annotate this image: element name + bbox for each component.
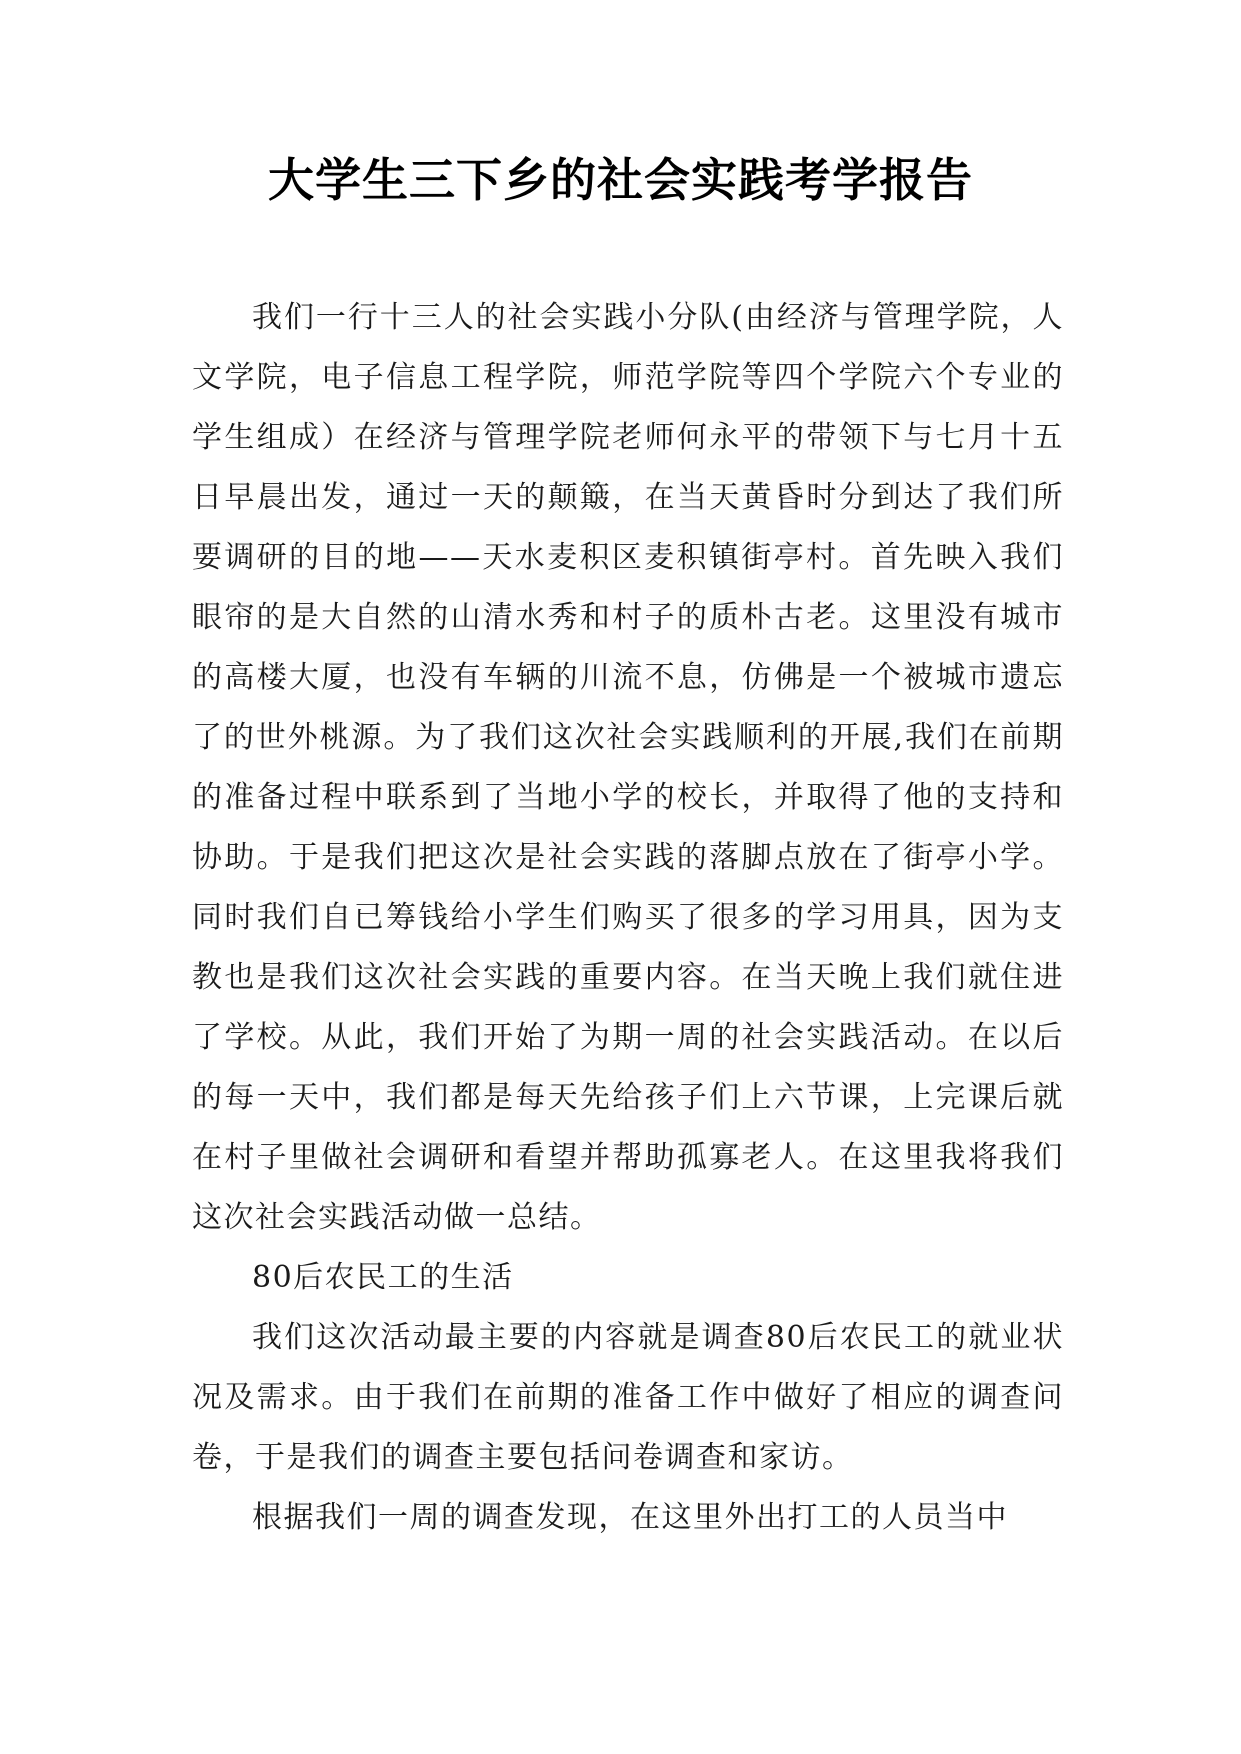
document-body — [192, 288, 1064, 1548]
section-heading-80s-migrant-workers: 80后农民工的生活 — [252, 1260, 514, 1295]
paragraph-survey-content: 我们这次活动最主要的内容就是调查80后农民工的就业状况及需求。由于我们在前期的准备工作中做好了相应的调查问卷，于是我们的调查主要包括问卷调查和家访。 — [192, 1320, 1064, 1475]
paragraph-findings: 根据我们一周的调查发现，在这里外出打工的人员当中 — [252, 1500, 1008, 1535]
paragraph-intro: 我们一行十三人的社会实践小分队(由经济与管理学院，人文学院，电子信息工程学院，师范学院等四个学院六个专业的学生组成）在经济与管理学院老师何永平的带领下与七月十五日早晨出发，通过一天的颠簸，在当天黄昏时分到达了我们所要调研的目的地——天水麦积区麦积镇街亭村。首先映入我们眼帘的是大自然的山清水秀和村子的质朴古老。这里没有城市的高楼大厦，也没有车辆的川流不息，仿佛是一个被城市遗忘了的世外桃源。为了我们这次社会实践顺利的开展,我们在前期的准备过程中联系到了当地小学的校长，并取得了他的支持和协助。于是我们把这次是社会实践的落脚点放在了街亭小学。同时我们自已筹钱给小学生们购买了很多的学习用具，因为支教也是我们这次社会实践的重要内容。在当天晚上我们就住进了学校。从此，我们开始了为期一周的社会实践活动。在以后的每一天中，我们都是每天先给孩子们上六节课，上完课后就在村子里做社会调研和看望并帮助孤寡老人。在这里我将我们这次社会实践活动做一总结。 — [192, 300, 1064, 1235]
document-title: 大学生三下乡的社会实践考学报告 — [268, 153, 973, 207]
